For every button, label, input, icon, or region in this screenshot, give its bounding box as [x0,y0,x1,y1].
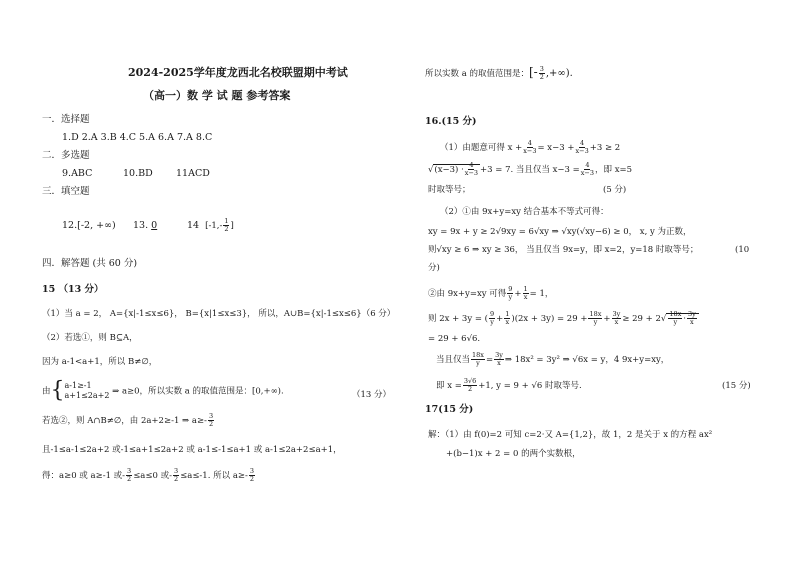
q16-p1-b: = x−3 + [537,143,575,153]
q16-root-end: ，即 x=5 [595,165,633,175]
section-heading-fill: 三．填空题 [42,186,90,197]
range-pre: 所以实数 a 的取值范围是： [425,69,529,79]
fill-14-value: [-1,- [205,221,223,231]
q15-system-line: 由{ a-1≥-1 a+1≤2a+2 ⇒ a≥0，所以实数 a 的取值范围是：[0,+∞). [42,378,284,403]
q15-opt2-den: 2 [208,420,214,428]
fill-14-den: 2 [224,225,229,233]
q16-part1-line2: √(x−3) · $\frac{4}{x-3}$ +3 = 7. 当且仅当 x−3 = $\frac{4}{x-3}$ ，即 x=5 [428,161,633,177]
range-close: ,+∞). [545,68,573,79]
q17-line2: +(b−1)x + 2 = 0 的两个实数根， [446,449,581,459]
range-den: 2 [539,73,544,81]
fill-answer-13 [133,220,157,232]
fill-14-num: 1 [224,217,229,225]
q16-f4-num: 4 [585,161,590,169]
q16-solution: 即 x = $\frac{3√6}{2}$ +1, y = 9 + √6 时取等号. [436,377,582,393]
fill-13-value: 0 [151,220,158,231]
q16-min-value: = 29 + 6√6. [428,334,481,344]
q17-heading: 17(15 分) [425,404,474,415]
multi-answer-11: 11ACD [176,168,210,179]
q16-part2: （2）①由 9x+y=xy 结合基本不等式可得： [440,207,609,217]
q16-points-10-end: 分) [428,263,440,273]
q16-p1-c: +3 ≥ 2 [589,143,621,153]
q16-sol-b: +1, y = 9 + √6 时取等号. [478,381,582,391]
q16-part1 [440,140,620,155]
q16-points-10: (10 [735,245,750,255]
range-conclusion [425,66,573,81]
q15-line6: 且-1≤a-1≤2a+2 或-1≤a+1≤2a+2 或 a-1≤-1≤a+1 或 a-1≤2a+2≤a+1， [42,445,342,455]
exam-subtitle: （高一）数 学 试 题 参考答案 [143,89,291,102]
mc-answers: 1.D 2.A 3.B 4.C 5.A 6.A 7.A 8.C [62,132,213,143]
q16-p2b-b: = 1， [529,289,554,299]
q16-result: 则√xy ≥ 6 ⇒ xy ≥ 36， 当且仅当 9x=y，即 x=2，y=18 时取等号； [428,245,699,255]
q16-exp-c: ≥ 29 + 2 [622,314,661,324]
q15-concl-a: 得：a≥0 或 a≥-1 或- [42,471,126,481]
q16-equality-note: 时取等号； [428,185,471,195]
q15-option2-text: 若选②，则 A∩B≠∅，由 2a+2≥-1 ⇒ a≥- [42,416,207,426]
q15-sys-pre: 由 [42,386,51,397]
q16-eq-a: 当且仅当 [436,355,471,365]
q15-part1: （1）当 a = 2， A={x|-1≤x≤6}， B={x|1≤x≤3}， 所以，A∪B={x|-1≤x≤6}（6 分） [42,309,396,319]
q17-line1: 解：（1）由 f(0)=2 可知 c=2·又 A={1,2}，故 1，2 是关于 x 的方程 ax² [428,430,713,440]
fill-answer-12: 12.[-2, +∞) [62,220,116,231]
q15-points: （13 分） [352,390,392,400]
q15-c-den1: 2 [127,475,132,483]
q16-f2-den: x−3 [575,147,589,155]
fill-14-label: 14 [187,220,200,231]
q15-sys-eq2: a+1≤2a+2 [64,391,110,400]
q16-f1-num: 4 [527,139,532,147]
q15-heading: 15 （13 分） [42,284,104,295]
q16-heading: 16.(15 分) [425,116,477,127]
q16-root-rest: +3 = 7. 当且仅当 x−3 = [480,165,580,175]
q15-c-den3: 2 [249,475,255,483]
q15-concl-c: ≤a≤-1. 所以 a≥- [180,471,248,481]
q15-c-num1: 3 [127,467,132,475]
q15-c-num2: 3 [173,467,179,475]
fill-14-end: ] [230,221,234,231]
q15-conclusion [42,468,256,483]
q16-f3-num: 4 [469,161,474,169]
q16-root-a: (x−3) · [434,165,464,175]
q16-f1-den: x−3 [523,147,537,155]
q16-exp-a: 则 2x + 3y = ( [428,314,488,324]
multi-answer-10: 10.BD [123,168,153,179]
range-num: 3 [539,65,544,73]
section-heading-solve: 四．解答题 (共 60 分) [42,258,138,269]
exam-title: 2024-2025学年度龙西北名校联盟期中考试 [128,66,348,79]
fill-answer-14 [187,218,234,233]
q16-f2-num: 4 [580,139,585,147]
q16-expansion: 则 2x + 3y = ( $\frac{9}{y}$ + $\frac{1}{x}$ )(2x + 3y) = 29 + $\frac{18x}{y}$ + $\frac{3y}{x}$ ≥ 29 + 2√ $\frac{18x}{y}$ · $\frac{3y}{x}$ [428,311,699,326]
fill-13-label: 13. [133,220,149,231]
q16-sol-a: 即 x = [436,381,462,391]
section-heading-choice: 一．选择题 [42,114,90,125]
q16-inequality: xy = 9x + y ≥ 2√9xy = 6√xy ⇒ √xy(√xy−6) ≥ 0， x, y 为正数， [428,227,692,237]
q15-opt2-num: 3 [208,412,214,420]
q15-part2: （2）若选①，则 B⊆A， [42,333,138,343]
q16-p1-a: （1）由题意可得 x + [440,143,523,153]
q16-points-5: (5 分) [603,185,627,195]
q16-exp-b: )(2x + 3y) = 29 + [511,314,588,324]
q16-part2b: ②由 9x+y=xy 可得 $\frac{9}{y}$ + $\frac{1}{x}$ = 1， [428,285,554,301]
q16-f3-den: x−3 [464,169,479,177]
q16-p2b-a: ②由 9x+y=xy 可得 [428,289,507,299]
q15-c-num3: 3 [249,467,255,475]
q15-c-den2: 2 [173,475,179,483]
q15-concl-b: ≤a≤0 或- [133,471,172,481]
q16-f4-den: x−3 [580,169,595,177]
multi-answer-9: 9.ABC [62,168,93,179]
q15-sys-post: ⇒ a≥0，所以实数 a 的取值范围是：[0,+∞). [112,386,284,397]
q16-equality-cond: 当且仅当 $\frac{18x}{y}$ = $\frac{3y}{x}$ ⇒ 18x² = 3y² ⇒ √6x = y，4 9x+y=xy， [436,351,670,367]
q15-sys-eq1: a-1≥-1 [64,381,92,390]
q15-option2 [42,413,215,428]
q16-eq-b: ⇒ 18x² = 3y² ⇒ √6x = y，4 9x+y=xy， [504,355,670,365]
section-heading-multi: 二．多选题 [42,150,90,161]
q16-points-15: (15 分) [722,381,751,391]
range-open: [- [528,65,538,79]
q15-line3: 因为 a-1<a+1，所以 B≠∅， [42,357,158,367]
